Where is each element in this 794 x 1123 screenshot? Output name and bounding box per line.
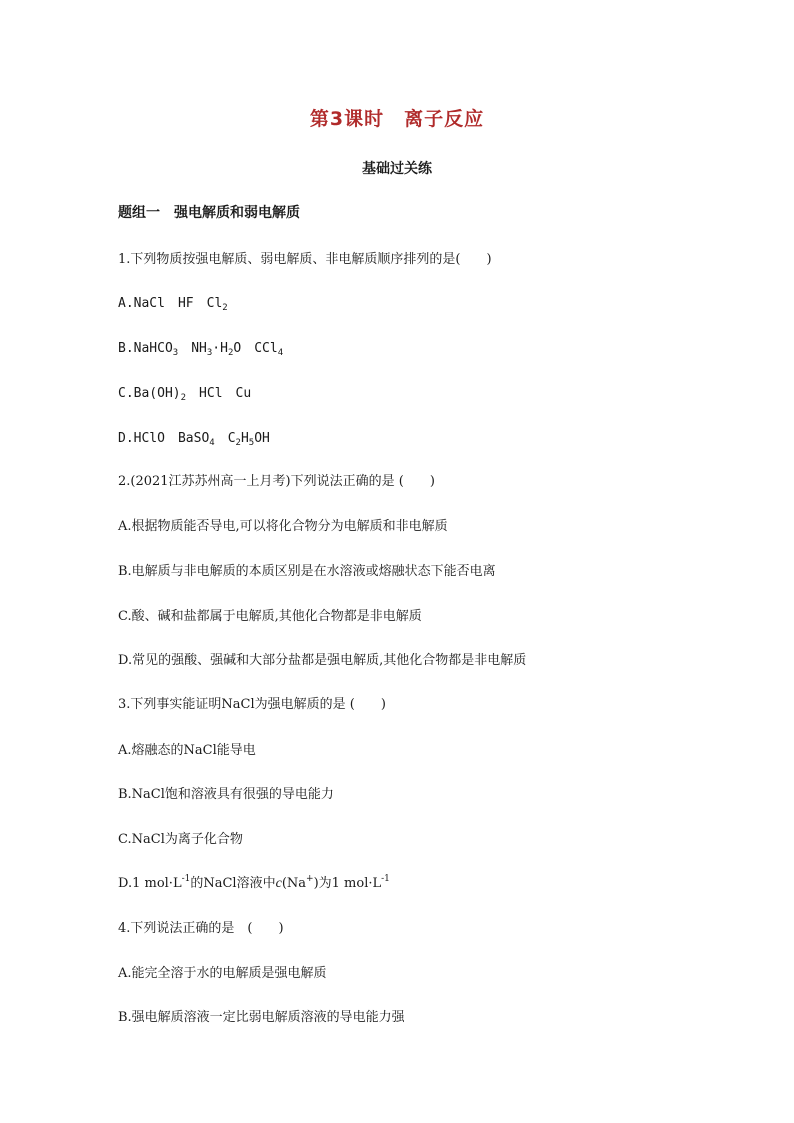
question-2-option-b: B.电解质与非电解质的本质区别是在水溶液或熔融状态下能否电离 (118, 564, 496, 579)
question-4-option-b: B.强电解质溶液一定比弱电解质溶液的导电能力强 (118, 1010, 405, 1025)
question-3-option-a: A.熔融态的NaCl能导电 (118, 743, 256, 758)
question-4-stem: 4.下列说法正确的是 ( ) (118, 921, 284, 936)
question-2-option-c: C.酸、碱和盐都属于电解质,其他化合物都是非电解质 (118, 609, 422, 624)
question-1-option-c: $C.Ba(OH)_2$ HCl Cu (118, 386, 252, 403)
question-4-option-a: A.能完全溶于水的电解质是强电解质 (118, 966, 327, 981)
section-subtitle: 基础过关练 (362, 161, 432, 177)
question-2-option-d: D.常见的强酸、强碱和大部分盐都是强电解质,其他化合物都是非电解质 (118, 653, 527, 668)
question-3-option-b: B.NaCl饱和溶液具有很强的导电能力 (118, 787, 334, 802)
question-2-option-a: A.根据物质能否导电,可以将化合物分为电解质和非电解质 (118, 519, 448, 534)
question-3-stem: 3.下列事实能证明NaCl为强电解质的是 ( ) (118, 697, 386, 712)
question-3-option-c: C.NaCl为离子化合物 (118, 832, 243, 847)
question-3-option-d: D.1 $mol\cdot L^{-1}$的NaCl溶液中c(Na+)为1 $mol\cdot L^{-1}$ (118, 874, 390, 891)
question-1-option-a: A.NaCl HF $Cl_2$ (118, 296, 228, 313)
question-1-option-b: B.NaHCO$_3$ $NH_3\cdot H_2O$ CCl$_4$ (118, 341, 284, 358)
question-1-stem: 1.下列物质按强电解质、弱电解质、非电解质顺序排列的是( ) (118, 252, 492, 267)
lesson-title: 第3课时 离子反应 (309, 108, 485, 130)
question-2-stem: 2.(2021江苏苏州高一上月考)下列说法正确的是 ( ) (118, 474, 435, 489)
question-1-option-d: D.HClO BaSO$_4$ $C_2H_5OH$ (118, 431, 270, 448)
question-group-heading: 题组一 强电解质和弱电解质 (118, 205, 300, 221)
